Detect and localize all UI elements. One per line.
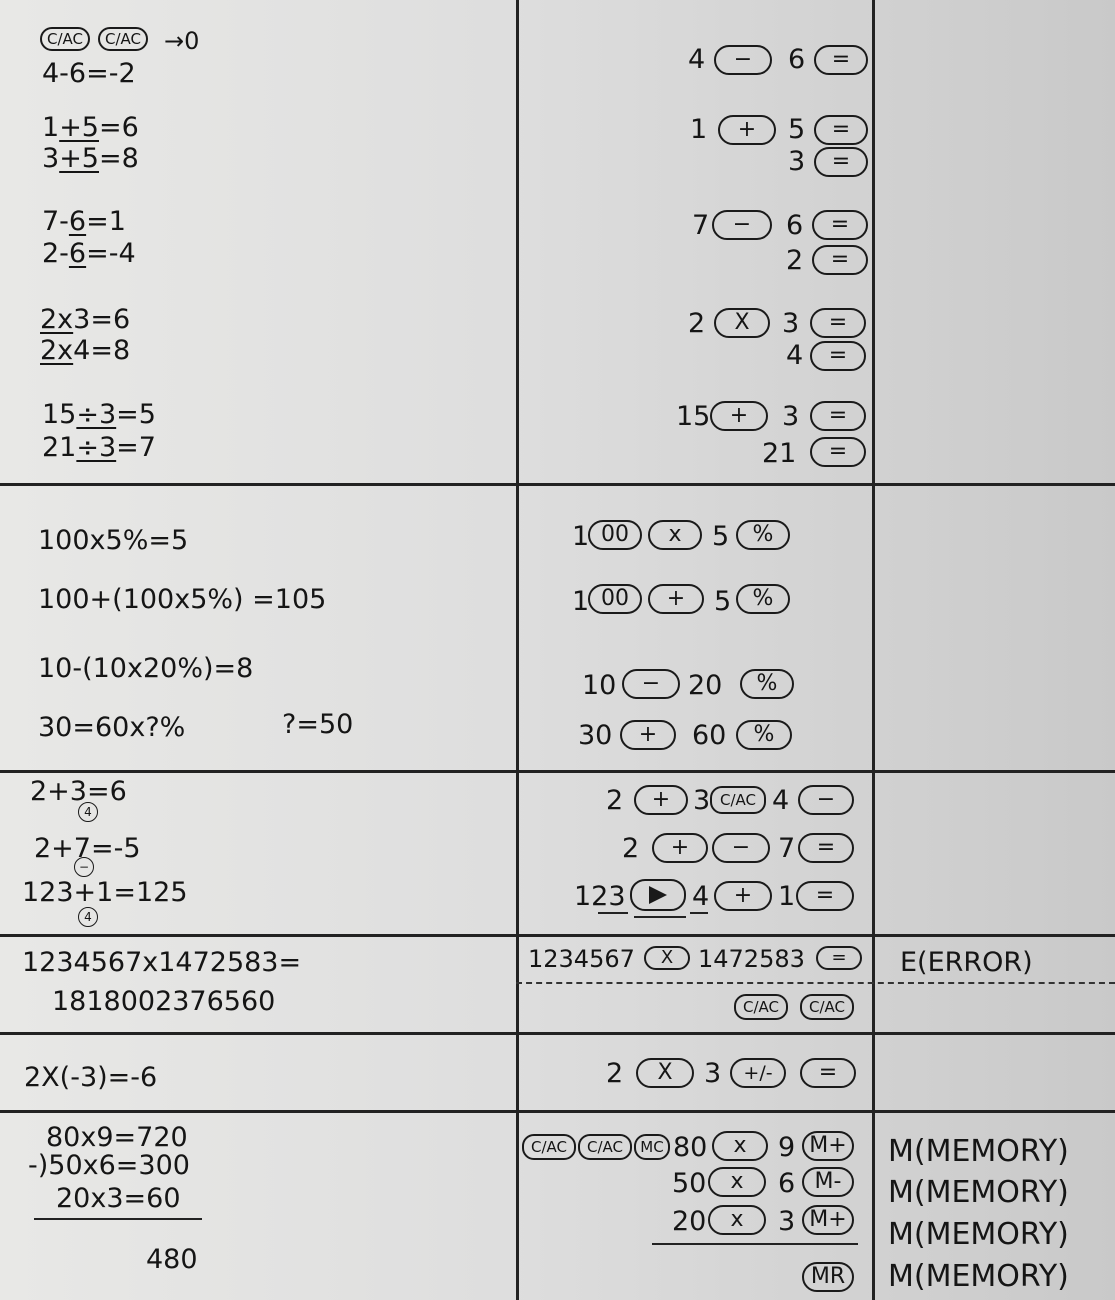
key-digit: 10 xyxy=(582,670,617,701)
calc-line: 21÷3=7 xyxy=(42,432,156,463)
key-digit: 50 xyxy=(672,1168,707,1199)
equals-key: = xyxy=(816,946,862,970)
calc-line: 2+3=6 xyxy=(30,776,127,807)
calc-line: 2x4=8 xyxy=(40,335,131,366)
key-digit: 2 xyxy=(622,833,640,864)
key-digit: 6 xyxy=(788,44,806,75)
double-zero-key: 00 xyxy=(588,584,642,614)
calc-line: 3+5=8 xyxy=(42,143,139,174)
equals-key: = xyxy=(814,45,868,75)
key-digit: 15 xyxy=(676,401,711,432)
calc-line: 2-6=-4 xyxy=(42,238,136,269)
calc-line: 1+5=6 xyxy=(42,112,139,143)
memory-plus-key: M+ xyxy=(802,1205,854,1235)
equals-key: = xyxy=(812,210,868,240)
equals-key: = xyxy=(814,115,868,145)
plus-key: + xyxy=(718,115,776,145)
calc-line: 80x9=720 xyxy=(46,1122,188,1153)
key-digit: 21 xyxy=(762,438,797,469)
row-divider-3 xyxy=(0,934,1115,937)
minus-key: − xyxy=(712,833,770,863)
calc-line: 100x5%=5 xyxy=(38,525,189,556)
equals-key: = xyxy=(812,245,868,275)
key-digit: 3 xyxy=(693,785,711,816)
key-digit: 1 xyxy=(690,114,708,145)
key-digit: 7 xyxy=(778,833,796,864)
key-digit: 4 xyxy=(772,785,790,816)
calc-total: 480 xyxy=(146,1244,198,1275)
clear-key: C/AC xyxy=(40,27,90,51)
row-divider-1 xyxy=(0,483,1115,486)
equals-key: = xyxy=(798,833,854,863)
percent-key: % xyxy=(736,584,790,614)
key-digit: 1 xyxy=(572,586,590,617)
calc-result: 1818002376560 xyxy=(52,986,276,1017)
circled-correction: 4 xyxy=(78,907,98,927)
plus-key: + xyxy=(710,401,768,431)
key-digit: 4 xyxy=(688,44,706,75)
key-digit: 3 xyxy=(782,401,800,432)
plus-key: + xyxy=(714,881,772,911)
calc-line: 100+(100x5%) =105 xyxy=(38,584,327,615)
clear-key: C/AC xyxy=(522,1134,576,1160)
key-digit: 5 xyxy=(712,521,730,552)
key-digit: 1472583 xyxy=(698,945,805,973)
key-digit: 20 xyxy=(688,670,723,701)
display-error: E(ERROR) xyxy=(900,947,1033,978)
key-digit: 6 xyxy=(786,210,804,241)
calc-line: -)50x6=300 xyxy=(28,1150,190,1181)
calc-line: 7-6=1 xyxy=(42,206,126,237)
calc-line: 15÷3=5 xyxy=(42,399,156,430)
cursor-right-key xyxy=(630,879,686,911)
equals-key: = xyxy=(810,401,866,431)
display-memory: M(MEMORY) xyxy=(888,1175,1069,1210)
times-key: X xyxy=(644,946,690,970)
percent-key: % xyxy=(740,669,794,699)
key-digit: 30 xyxy=(578,720,613,751)
double-zero-key: 00 xyxy=(588,520,642,550)
minus-key: − xyxy=(714,45,772,75)
key-digit: 3 xyxy=(778,1206,796,1237)
key-digit: 3 xyxy=(782,308,800,339)
sum-rule xyxy=(652,1243,858,1245)
times-key: x xyxy=(708,1205,766,1235)
calc-line: 4-6=-2 xyxy=(42,58,136,89)
circled-correction: − xyxy=(74,857,94,877)
clear-key: C/AC xyxy=(710,786,766,814)
row-divider-2 xyxy=(0,770,1115,773)
percent-key: % xyxy=(736,720,792,750)
clear-result: →0 xyxy=(164,27,200,55)
calc-line: 20x3=60 xyxy=(56,1183,181,1214)
clear-key: C/AC xyxy=(98,27,148,51)
times-key: x xyxy=(648,520,702,550)
key-digit: 20 xyxy=(672,1206,707,1237)
memory-minus-key: M- xyxy=(802,1167,854,1197)
plus-key: + xyxy=(652,833,708,863)
key-digit: 3 xyxy=(788,146,806,177)
key-digit: 3 xyxy=(704,1058,722,1089)
key-digit: 1 xyxy=(572,521,590,552)
calc-line: 2+7=-5 xyxy=(34,833,141,864)
key-digit: 123 xyxy=(574,881,626,912)
key-digit: 5 xyxy=(714,586,732,617)
calc-answer: ?=50 xyxy=(282,709,354,740)
underline-mark xyxy=(634,916,686,918)
memory-clear-key: MC xyxy=(634,1134,670,1160)
minus-key: − xyxy=(712,210,772,240)
key-digit: 4 xyxy=(786,340,804,371)
plus-key: + xyxy=(648,584,704,614)
key-digit: 1 xyxy=(778,881,796,912)
clear-key: C/AC xyxy=(800,994,854,1020)
key-digit: 2 xyxy=(606,1058,624,1089)
display-memory: M(MEMORY) xyxy=(888,1259,1069,1294)
calc-line: 10-(10x20%)=8 xyxy=(38,653,254,684)
play-arrow-icon xyxy=(649,886,667,904)
column-divider-1 xyxy=(516,0,519,1300)
calc-line: 2X(-3)=-6 xyxy=(24,1062,158,1093)
times-key: x xyxy=(712,1131,768,1161)
minus-key: − xyxy=(622,669,680,699)
calc-line: 2x3=6 xyxy=(40,304,131,335)
row-divider-4 xyxy=(0,1032,1115,1035)
equals-key: = xyxy=(800,1058,856,1088)
equals-key: = xyxy=(810,308,866,338)
sum-rule xyxy=(34,1218,202,1220)
times-key: x xyxy=(708,1167,766,1197)
calc-line: 123+1=125 xyxy=(22,877,188,908)
key-digit: 2 xyxy=(786,245,804,276)
clear-key: C/AC xyxy=(734,994,788,1020)
memory-recall-key: MR xyxy=(802,1262,854,1292)
row-divider-5 xyxy=(0,1110,1115,1113)
equals-key: = xyxy=(814,147,868,177)
underline-mark xyxy=(690,912,708,914)
key-digit: 7 xyxy=(692,210,710,241)
key-digit: 5 xyxy=(788,114,806,145)
calc-line: 30=60x?% xyxy=(38,712,186,743)
key-digit: 9 xyxy=(778,1132,796,1163)
key-digit: 60 xyxy=(692,720,727,751)
sign-change-key: +/- xyxy=(730,1058,786,1088)
percent-key: % xyxy=(736,520,790,550)
plus-key: + xyxy=(620,720,676,750)
key-digit: 2 xyxy=(606,785,624,816)
plus-key: + xyxy=(634,785,688,815)
equals-key: = xyxy=(810,437,866,467)
times-key: X xyxy=(636,1058,694,1088)
display-memory: M(MEMORY) xyxy=(888,1217,1069,1252)
underline-mark xyxy=(598,912,628,914)
calc-line: 1234567x1472583= xyxy=(22,947,302,978)
minus-key: − xyxy=(798,785,854,815)
dashed-separator xyxy=(516,982,1115,984)
memory-plus-key: M+ xyxy=(802,1131,854,1161)
display-memory: M(MEMORY) xyxy=(888,1134,1069,1169)
equals-key: = xyxy=(810,341,866,371)
equals-key: = xyxy=(796,881,854,911)
times-key: X xyxy=(714,308,770,338)
key-digit: 6 xyxy=(778,1168,796,1199)
key-digit: 4 xyxy=(692,881,710,912)
key-digit: 2 xyxy=(688,308,706,339)
circled-correction: 4 xyxy=(78,802,98,822)
clear-key: C/AC xyxy=(578,1134,632,1160)
key-digit: 80 xyxy=(673,1132,708,1163)
key-digit: 1234567 xyxy=(528,945,635,973)
column-divider-2 xyxy=(872,0,875,1300)
